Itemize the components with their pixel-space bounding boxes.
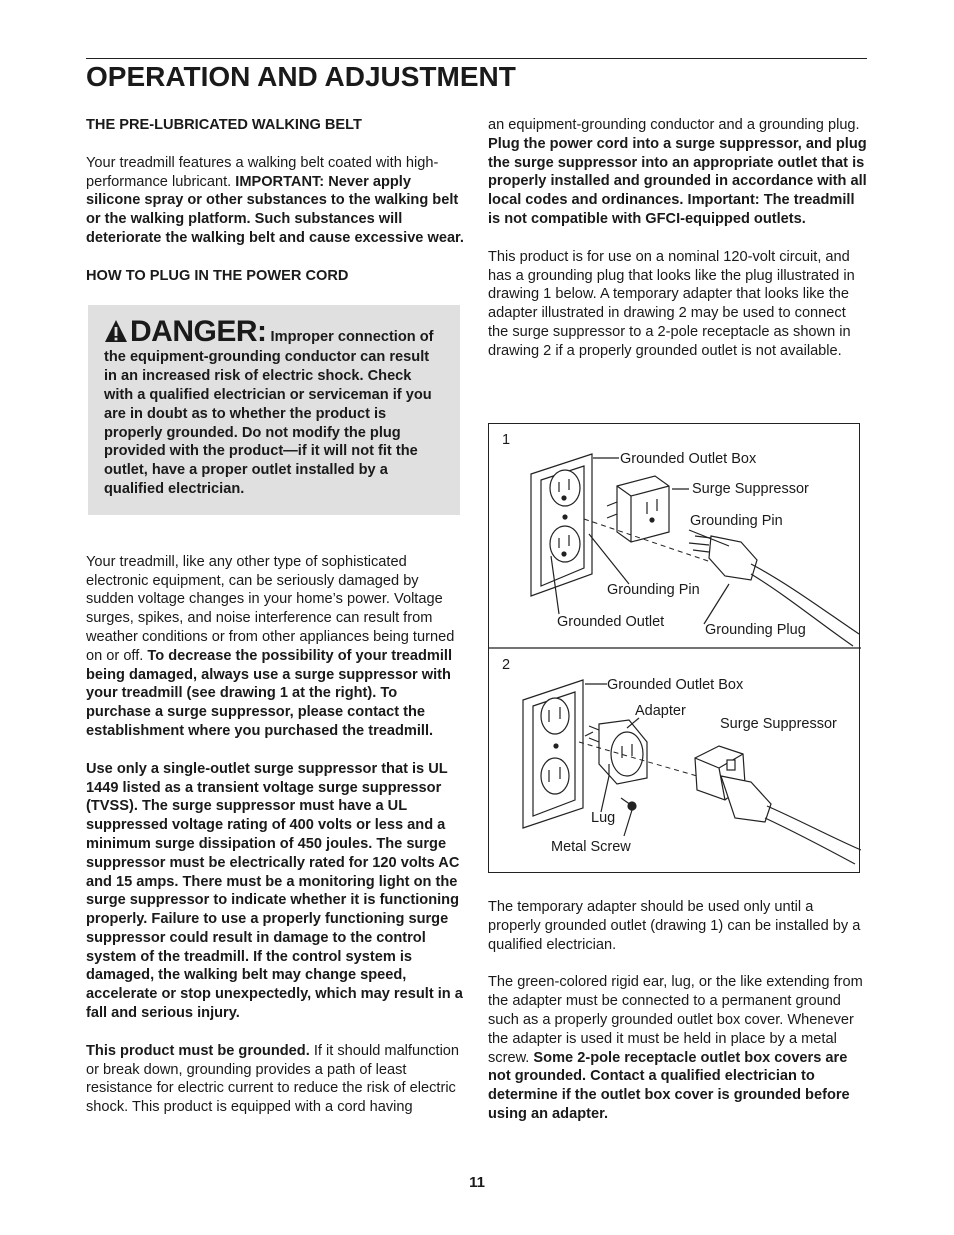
plug-drawings-svg xyxy=(489,424,861,874)
d1-grounding-plug xyxy=(709,536,757,580)
continuation-paragraph xyxy=(488,116,870,229)
d1-label-grounding-pin: Grounding Pin xyxy=(607,582,700,598)
warning-triangle-icon xyxy=(104,319,128,349)
d2-label-lug: Lug xyxy=(591,810,616,826)
danger-word: DANGER: xyxy=(130,314,267,348)
belt-important: IMPORTANT: Never apply silicone spray or other substances to the walking belt or the walking platform. Such substances will deteriorate the walking belt and cause excessive wear. xyxy=(86,173,464,246)
cont-bold: Plug the power cord into a surge suppressor, and plug the surge suppressor into an appropriate outlet that is properly installed and grounded in accordance with all local codes and ordinances. Important: The treadmill is not compatible with GFCI-equipped outlets. xyxy=(488,135,867,227)
d2-lower-receptacle xyxy=(541,758,569,794)
left-column xyxy=(86,116,466,1117)
grounded-bold: This product must be grounded. xyxy=(86,1042,310,1059)
d2-cord xyxy=(767,806,861,850)
surge-text: Your treadmill, like any other type of sophisticated electronic equipment, can be seriously damaged by sudden voltage changes in your home’s power. Voltage surges, spikes, and noise interference can result from weather conditions or from other appliances being turned on or off. xyxy=(86,553,455,664)
d1-surge-suppressor-body xyxy=(617,476,669,542)
surge-paragraph xyxy=(86,553,466,741)
plug-heading: HOW TO PLUG IN THE POWER CORD xyxy=(86,267,349,284)
d1-upper-receptacle xyxy=(550,470,580,506)
grounded-paragraph xyxy=(86,1042,466,1117)
surge-bold: To decrease the possibility of your treadmill being damaged, always use a surge suppressor with your treadmill (see drawing 1 at the right). To purchase a surge suppressor, please contact the establishment where you purchased the treadmill. xyxy=(86,647,453,739)
d2-plug xyxy=(721,776,771,822)
temp-paragraph: The temporary adapter should be used only until a properly grounded outlet (drawing 1) can be installed by a qualified electrician. xyxy=(488,899,861,953)
d2-number: 2 xyxy=(502,657,511,673)
d2-label-adapter: Adapter xyxy=(635,703,686,719)
nominal-paragraph: This product is for use on a nominal 120-volt circuit, and has a grounding plug that looks like the plug illustrated in drawing 1 below. A temporary adapter that looks like the adapter illustrated in drawing 2 may be used to connect the surge suppressor to a 2-pole receptacle as shown in drawing 2 if a properly grounded outlet is not available. xyxy=(488,248,855,359)
d1-label-outlet-box: Grounded Outlet Box xyxy=(620,451,757,467)
green-paragraph xyxy=(488,973,870,1123)
page-title: OPERATION AND ADJUSTMENT xyxy=(86,61,516,92)
d2-label-surge-suppressor: Surge Suppressor xyxy=(720,716,837,732)
belt-text: Your treadmill features a walking belt coated with high-performance lubricant. xyxy=(86,154,439,190)
d1-label-grounded-outlet: Grounded Outlet xyxy=(557,614,665,630)
right-column xyxy=(488,116,870,361)
plug-drawings-figure xyxy=(488,423,860,873)
single-outlet-paragraph: Use only a single-outlet surge suppressor that is UL 1449 listed as a transient voltage surge suppressor (TVSS). The surge suppressor must have a UL suppressed voltage rating of 400 volts or less and a minimum surge dissipation of 450 joules. The surge suppressor must be electrically rated for 120 volts AC and 15 amps. There must be a monitoring light on the surge suppressor to indicate whether it is functioning properly. Failure to use a properly functioning surge suppressor could result in damage to the control system of the treadmill. If the control system is damaged, the walking belt may change speed, accelerate or stop unexpectedly, which may result in a fall and serious injury. xyxy=(86,760,463,1022)
danger-box xyxy=(88,305,460,515)
d2-label-metal-screw: Metal Screw xyxy=(551,839,631,855)
top-rule xyxy=(86,58,867,59)
belt-paragraph xyxy=(86,154,466,248)
d1-lower-receptacle xyxy=(550,526,580,562)
d1-label-grounding-pin-right: Grounding Pin xyxy=(690,513,783,529)
green-text: The green-colored rigid ear, lug, or the like extending from the adapter must be connected to a permanent ground such as a properly grounded outlet box cover. Whenever the adapter is used it must be held in place by a metal screw. xyxy=(488,974,863,1066)
d2-label-outlet-box: Grounded Outlet Box xyxy=(607,677,744,693)
d1-number: 1 xyxy=(502,432,511,448)
right-column-lower xyxy=(488,898,870,1124)
d2-upper-receptacle xyxy=(541,698,569,734)
belt-heading: THE PRE-LUBRICATED WALKING BELT xyxy=(86,117,362,133)
grounded-text: If it should malfunction or break down, grounding provides a path of least resistance for electric current to reduce the risk of electric shock. This product is equipped with a cord having xyxy=(86,1042,460,1116)
d1-label-surge-suppressor: Surge Suppressor xyxy=(692,481,809,497)
drawing-2 xyxy=(523,680,861,864)
danger-text: Improper connection of the equipment-grounding conductor can result in an increased risk of electric shock. Check with a qualified electrician or serviceman if you are in doubt as to whether the product is properly grounded. Do not modify the plug provided with the product—if it will not fit the outlet, have a proper outlet installed by a qualified electrician. xyxy=(104,328,434,497)
green-bold: Some 2-pole receptacle outlet box covers are not grounded. Contact a qualified electrician to determine if the outlet box cover is grounded before using an adapter. xyxy=(488,1049,850,1122)
cont-text: an equipment-grounding conductor and a grounding plug. xyxy=(488,117,860,133)
page-number: 11 xyxy=(469,1174,485,1191)
d1-label-grounding-plug: Grounding Plug xyxy=(705,622,806,638)
